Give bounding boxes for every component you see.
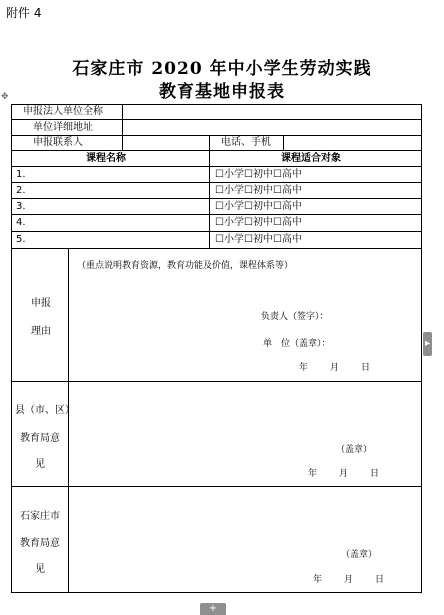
row-divider (11, 214, 422, 215)
table-border-right (421, 104, 422, 593)
add-row-handle-icon[interactable]: + (200, 603, 226, 615)
junior-checkbox[interactable]: ☐ (243, 169, 253, 180)
option-senior: 高中 (281, 234, 302, 245)
primary-checkbox[interactable]: ☐ (215, 185, 224, 196)
county-label-line-1: 县（市、区） (15, 405, 75, 416)
column-divider (68, 248, 69, 593)
row-divider (11, 248, 422, 249)
column-divider (283, 135, 284, 151)
city-opinion-field[interactable] (70, 494, 420, 544)
row-divider (11, 166, 422, 167)
reason-label-line-1: 申报 (31, 298, 51, 309)
senior-checkbox[interactable]: ☐ (272, 185, 282, 196)
audience-options (215, 200, 302, 213)
city-seal-label: （盖章） (341, 550, 378, 560)
city-date (313, 574, 384, 587)
county-label-line-3: 见 (35, 459, 45, 470)
option-primary: 小学 (223, 234, 244, 245)
unit-seal-label: 单 位（盖章）： (263, 339, 331, 349)
city-label-line-1: 石家庄市 (20, 511, 60, 522)
course-number: 3. (16, 201, 26, 212)
senior-checkbox[interactable]: ☐ (272, 217, 282, 228)
column-divider (122, 135, 123, 151)
junior-checkbox[interactable]: ☐ (243, 201, 253, 212)
course-number: 4. (16, 217, 26, 228)
side-resize-handle-icon[interactable]: ▸ (423, 332, 432, 356)
row-divider (11, 198, 422, 199)
option-senior: 高中 (281, 201, 302, 212)
primary-checkbox[interactable]: ☐ (215, 217, 224, 228)
attachment-label: 附件 4 (6, 6, 42, 20)
audience-options (215, 216, 302, 229)
audience-options (215, 233, 302, 246)
contact-field[interactable] (124, 136, 208, 149)
option-primary: 小学 (223, 169, 244, 180)
option-senior: 高中 (281, 185, 302, 196)
course-audience-header: 课程适合对象 (281, 153, 341, 164)
row-divider (11, 486, 422, 487)
option-junior: 初中 (252, 169, 273, 180)
primary-checkbox[interactable]: ☐ (215, 201, 224, 212)
date-month: 月 (339, 469, 349, 479)
column-divider (122, 104, 123, 136)
county-seal-label: （盖章） (336, 445, 373, 455)
course-number: 5. (16, 234, 26, 245)
reason-hint: （重点说明教育资源，教育功能及价值，课程体系等） (77, 261, 294, 271)
option-senior: 高中 (281, 169, 302, 180)
application-form-table (11, 104, 422, 600)
junior-checkbox[interactable]: ☐ (243, 217, 253, 228)
city-label-line-3: 见 (35, 564, 45, 575)
row-divider (11, 231, 422, 232)
option-junior: 初中 (252, 234, 273, 245)
phone-field[interactable] (285, 136, 420, 149)
option-junior: 初中 (252, 201, 273, 212)
county-opinion-field[interactable] (70, 388, 420, 438)
date-year: 年 (308, 469, 318, 479)
contact-label: 申报联系人 (33, 137, 83, 148)
column-divider (209, 135, 210, 151)
applicant-name-label: 申报法人单位全称 (23, 106, 103, 117)
date-year: 年 (313, 575, 323, 585)
city-label-line-2: 教育局意 (20, 538, 60, 549)
reason-label-line-2: 理由 (31, 326, 51, 337)
audience-options (215, 168, 302, 181)
junior-checkbox[interactable]: ☐ (243, 234, 253, 245)
audience-options (215, 184, 302, 197)
option-junior: 初中 (252, 217, 273, 228)
course-number: 2. (16, 185, 26, 196)
row-divider (11, 150, 422, 151)
table-border-bottom (11, 592, 422, 593)
option-primary: 小学 (223, 201, 244, 212)
primary-checkbox[interactable]: ☐ (215, 169, 224, 180)
date-year: 年 (299, 363, 309, 373)
course-name-header: 课程名称 (86, 153, 126, 164)
reason-field[interactable] (70, 274, 420, 380)
option-primary: 小学 (223, 217, 244, 228)
county-label-line-2: 教育局意 (20, 433, 60, 444)
course-number: 1. (16, 169, 26, 180)
address-field[interactable] (124, 121, 420, 134)
table-move-handle-icon[interactable]: ✥ (1, 92, 9, 102)
junior-checkbox[interactable]: ☐ (243, 185, 253, 196)
row-divider (11, 381, 422, 382)
county-date (308, 468, 379, 481)
date-month: 月 (344, 575, 354, 585)
applicant-name-field[interactable] (124, 105, 420, 118)
table-border-left (11, 104, 12, 593)
phone-label: 电话、手机 (221, 137, 271, 148)
date-day: 日 (361, 363, 371, 373)
date-month: 月 (330, 363, 340, 373)
senior-checkbox[interactable]: ☐ (272, 201, 282, 212)
row-divider (11, 119, 422, 120)
date-day: 日 (370, 469, 380, 479)
address-label: 单位详细地址 (33, 122, 93, 133)
row-divider (11, 182, 422, 183)
primary-checkbox[interactable]: ☐ (215, 234, 224, 245)
senior-checkbox[interactable]: ☐ (272, 169, 282, 180)
senior-checkbox[interactable]: ☐ (272, 234, 282, 245)
form-title-line-2: 教育基地申报表 (159, 82, 285, 102)
responsible-signature-label: 负责人（签字）： (261, 312, 329, 322)
option-junior: 初中 (252, 185, 273, 196)
option-primary: 小学 (223, 185, 244, 196)
option-senior: 高中 (281, 217, 302, 228)
date-day: 日 (375, 575, 385, 585)
form-title-line-1: 石家庄市 2020 年中小学生劳动实践 (72, 59, 372, 79)
column-divider (209, 150, 210, 249)
